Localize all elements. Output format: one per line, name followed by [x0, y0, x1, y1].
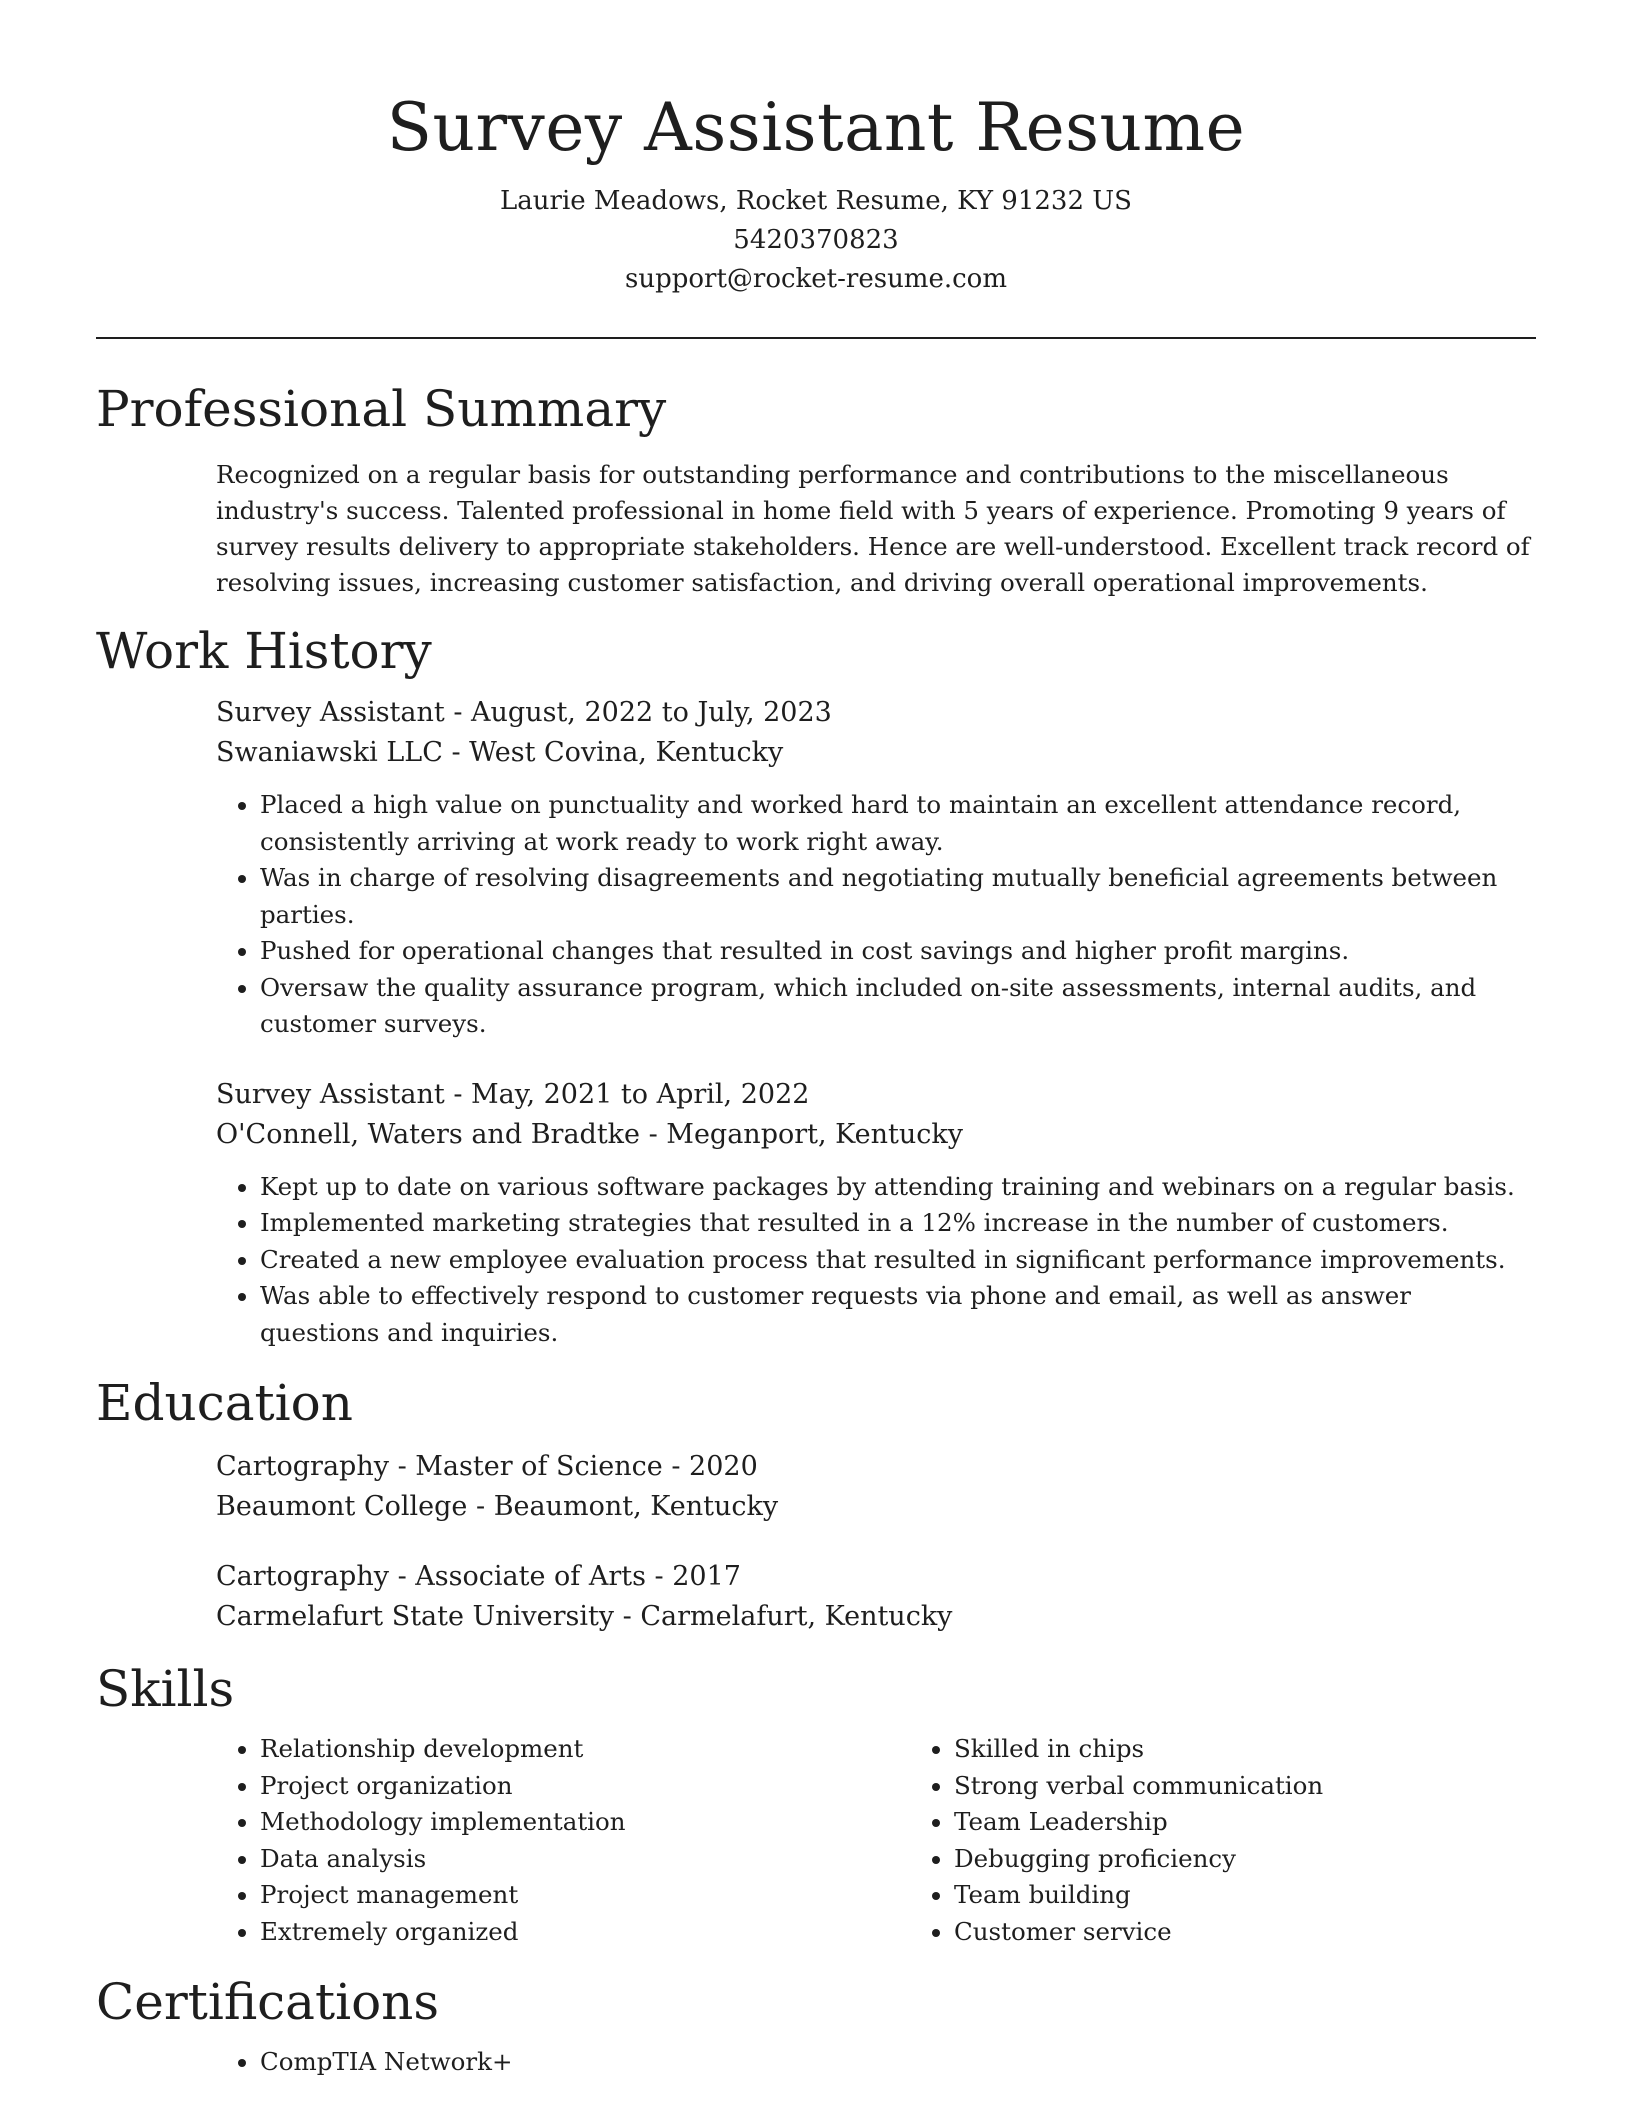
summary-section [96, 379, 1536, 601]
job-company: Swaniawski LLC [216, 737, 443, 768]
list-item: • Was able to effectively respond to customer requests via phone and email, as well as answer questions and inquiries. [260, 1278, 1536, 1351]
certifications-list [96, 2044, 1536, 2081]
education-heading: Education [96, 1374, 353, 1432]
job-company: O'Connell, Waters and Bradtke [216, 1118, 641, 1150]
education-entry [216, 1447, 1536, 1527]
school-location: - Carmelafurt, Kentucky [614, 1601, 953, 1632]
list-item: • Project management [260, 1877, 910, 1914]
skills-section [96, 1659, 1536, 1950]
work-history-heading: Work History [96, 622, 432, 680]
skills-grid [96, 1731, 1536, 1950]
list-item: • CompTIA Network+ [260, 2044, 1536, 2081]
list-item: • Extremely organized [260, 1914, 910, 1951]
job-dates: - May, 2021 to April, 2022 [444, 1078, 810, 1110]
job-bullets [216, 1169, 1536, 1352]
work-history-section [96, 621, 1536, 1351]
list-item: • Relationship development [260, 1731, 910, 1768]
degree: Cartography - Master of Science [216, 1451, 663, 1482]
graduation-year: - 2017 [645, 1561, 741, 1592]
job-dates: - August, 2022 to July, 2023 [444, 697, 832, 728]
contact-block [96, 182, 1536, 299]
job-location: - Meganport, Kentucky [640, 1118, 963, 1150]
job-entry [216, 693, 1536, 1043]
summary-heading: Professional Summary [96, 380, 667, 438]
list-item: • Kept up to date on various software packages by attending training and webinars on a regular basis. [260, 1169, 1536, 1206]
skills-column-left [216, 1731, 910, 1950]
list-item: • Implemented marketing strategies that resulted in a 12% increase in the number of customers. [260, 1205, 1536, 1242]
job-company-line [216, 733, 1536, 773]
list-item: • Strong verbal communication [954, 1768, 1514, 1805]
education-list [96, 1447, 1536, 1637]
list-item: • Oversaw the quality assurance program, which included on-site assessments, internal audits, and customer surveys. [260, 970, 1536, 1043]
work-history-list [96, 693, 1536, 1351]
job-title: Survey Assistant [216, 697, 445, 728]
certifications-bullets [216, 2044, 1536, 2081]
list-item: • Project organization [260, 1768, 910, 1805]
contact-address: Laurie Meadows, Rocket Resume, KY 91232 US [500, 186, 1132, 216]
list-item: • Created a new employee evaluation process that resulted in significant performance improvements. [260, 1242, 1536, 1279]
skills-column-right [910, 1731, 1514, 1950]
list-item: • Customer service [954, 1914, 1514, 1951]
school-line [216, 1487, 1536, 1527]
degree-line [216, 1557, 1536, 1597]
skills-heading: Skills [96, 1660, 235, 1718]
list-item: • Team building [954, 1877, 1514, 1914]
education-section [96, 1373, 1536, 1637]
resume-header [96, 0, 1536, 299]
summary-text: Recognized on a regular basis for outstanding performance and contributions to the miscellaneous industry's success. Talented professional in home field with 5 years of experience. Promoting 9 years of survey results delivery to appropriate stakeholders. Hence are well-understood. Excellent track record of resolving issues, increasing customer satisfaction, and driving overall operational improvements. [216, 460, 1530, 597]
list-item: • Data analysis [260, 1841, 910, 1878]
job-title: Survey Assistant [216, 1078, 445, 1110]
job-entry [216, 1075, 1536, 1352]
list-item: • Was in charge of resolving disagreements and negotiating mutually beneficial agreements between parties. [260, 860, 1536, 933]
education-entry [216, 1557, 1536, 1637]
list-item: • Methodology implementation [260, 1804, 910, 1841]
contact-email: support@rocket-resume.com [624, 264, 1007, 294]
resume-page [96, 0, 1536, 2081]
job-title-line [216, 693, 1536, 733]
school-name: Beaumont College [216, 1491, 468, 1522]
page-title: Survey Assistant Resume [386, 89, 1246, 166]
degree: Cartography - Associate of Arts [216, 1561, 646, 1592]
job-bullets [216, 787, 1536, 1043]
list-item: • Skilled in chips [954, 1731, 1514, 1768]
list-item: • Placed a high value on punctuality and worked hard to maintain an excellent attendance record, consistently arriving at work ready to work right away. [260, 787, 1536, 860]
school-location: - Beaumont, Kentucky [467, 1491, 779, 1522]
certifications-heading: Certifications [96, 1973, 440, 2031]
degree-line [216, 1447, 1536, 1487]
school-name: Carmelafurt State University [216, 1601, 615, 1632]
list-item: • Debugging proficiency [954, 1841, 1514, 1878]
job-title-line [216, 1075, 1536, 1115]
list-item: • Pushed for operational changes that resulted in cost savings and higher profit margins. [260, 933, 1536, 970]
job-company-line [216, 1115, 1536, 1155]
graduation-year: - 2020 [662, 1451, 758, 1482]
school-line [216, 1597, 1536, 1637]
contact-phone: 5420370823 [733, 225, 899, 255]
list-item: • Team Leadership [954, 1804, 1514, 1841]
job-location: - West Covina, Kentucky [442, 737, 784, 768]
certifications-section [96, 1972, 1536, 2081]
header-divider [96, 337, 1536, 339]
